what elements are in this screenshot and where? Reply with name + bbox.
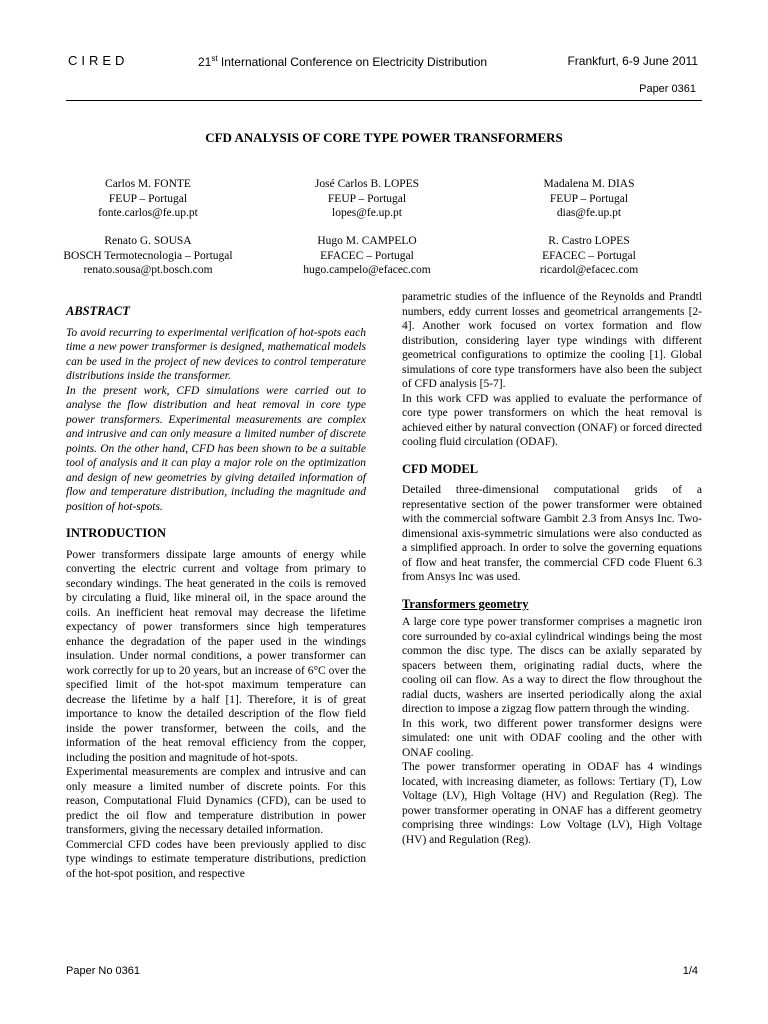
geometry-paragraph: In this work, two different power transformer designs were simulated: one unit with ODAF cooling and the other with ONAF cooling. [402, 717, 702, 759]
header-divider [66, 100, 702, 101]
geometry-paragraph: A large core type power transformer comprises a magnetic iron core surrounded by co-axial cylindrical windings being the most common the disc type. The discs can be axially separated by spacers between them, originating radial ducts, where the cooling oil can flow. As a way to direct the flow throughout the radial ducts, washers are inserted periodically along the axial direction to impose a zigzag flow pattern through the winding. [402, 616, 702, 715]
paper-title: CFD ANALYSIS OF CORE TYPE POWER TRANSFORMERS [205, 130, 563, 145]
author-email: ricardol@efacec.com [539, 264, 639, 276]
geometry-subheading: Transformers geometry [402, 596, 529, 611]
author-block [267, 234, 467, 278]
author-email: hugo.campelo@efacec.com [303, 264, 431, 276]
conference-title: International Conference on Electricity Distribution [217, 55, 488, 69]
author-block [48, 234, 248, 278]
author-block [489, 234, 689, 278]
introduction-heading: INTRODUCTION [66, 526, 167, 540]
author-name: Renato G. SOUSA [104, 235, 192, 247]
author-email: dias@fe.up.pt [556, 207, 622, 219]
author-affiliation: EFACEC – Portugal [542, 249, 636, 262]
introduction-paragraph: In this work CFD was applied to evaluate the performance of core type power transformers on which the heat removal is achieved either by natural convection (ONAF) or forced directed cooling fluid circulation (ODAF). [402, 392, 702, 448]
author-block [267, 177, 467, 221]
right-column [402, 290, 702, 847]
organization-logo-text: CIRED [68, 53, 129, 68]
author-affiliation: FEUP – Portugal [549, 192, 629, 205]
author-affiliation: BOSCH Termotecnologia – Portugal [63, 249, 233, 262]
introduction-paragraph: Experimental measurements are complex and intrusive and can only measure a limited number of discrete points. For this reason, Computational Fluid Dynamics (CFD), can be used to predict the oil flow and temperature distribution in power transformers, giving the necessary detailed information. [66, 766, 366, 836]
conference-ordinal: 21 [198, 55, 212, 69]
cfd-model-heading: CFD MODEL [402, 461, 479, 476]
author-name: R. Castro LOPES [548, 235, 630, 247]
introduction-paragraph: Power transformers dissipate large amounts of energy while converting the electric current and voltage from primary to secondary windings. The heat generated in the coils is removed by circulating a fluid, like mineral oil, in the space around the coils. An inefficient heat removal may decrease the lifetime expectancy of power transformers since high temperatures enhance the degradation of the paper used in the windings insulation. Under normal conditions, a power transformer can work correctly for up to 20 years, but an increase of 6°C over the specified limit of the hot-spot maximum temperature can decrease the lifetime by a half [1]. Therefore, it is of great importance to know the detailed description of the flow field inside the power transformer, between the coils, and the information of the heat removal efficiency from the copper, including the position and magnitude of hot-spots. [66, 548, 366, 764]
author-email: lopes@fe.up.pt [332, 207, 402, 219]
paper-id: Paper 0361 [639, 83, 696, 95]
abstract-heading: ABSTRACT [66, 304, 130, 318]
abstract-paragraph: In the present work, CFD simulations were carried out to analyse the flow distribution and heat removal in core type power transformers. Experimental measurements are complex and intrusive and can only measure a limited number of discrete points. On the other hand, CFD has been shown to be a suitable tool of analysis and it can play a major role on the optimization and design of new geometries by giving detailed information of flow and temperature distribution, including the magnitude and position of hot-spots. [66, 384, 366, 513]
conference-ordinal-suffix: st [211, 54, 218, 63]
conference-name [198, 54, 487, 69]
author-affiliation: EFACEC – Portugal [320, 249, 414, 262]
author-name: Carlos M. FONTE [105, 178, 191, 190]
conference-place-date: Frankfurt, 6-9 June 2011 [567, 54, 698, 68]
author-name: José Carlos B. LOPES [314, 178, 420, 190]
introduction-paragraph: Commercial CFD codes have been previously applied to disc type windings to estimate temperature distributions, prediction of the hot-spot position, and respective [66, 838, 366, 880]
introduction-paragraph-continued: parametric studies of the influence of the Reynolds and Prandtl numbers, eddy current losses and geometrical arrangements [2-4]. Another work focused on vortex formation and flow distribution, considering layer type windings with different geometrical configurations to optimize the cooling [1]. Global simulations of core type transformers have also been the subject of CFD analysis [5-7]. [402, 291, 702, 390]
author-block [48, 177, 248, 221]
author-affiliation: FEUP – Portugal [108, 192, 188, 205]
author-name: Madalena M. DIAS [543, 178, 635, 190]
author-email: fonte.carlos@fe.up.pt [98, 207, 198, 219]
author-email: renato.sousa@pt.bosch.com [83, 264, 213, 276]
footer-paper-number: Paper No 0361 [66, 965, 140, 977]
geometry-paragraph: The power transformer operating in ODAF has 4 windings located, with increasing diameter, as follows: Tertiary (T), Low Voltage (LV), High Voltage (HV) and Regulation (Reg). The power transformer operating in ONAF has a different geometry comprising three windings: Low Voltage (LV), High Voltage (HV) and Regulation (Reg). [402, 761, 702, 846]
author-block [489, 177, 689, 221]
abstract-paragraph: To avoid recurring to experimental verification of hot-spots each time a new power transformer is designed, mathematical models can be used in the project of new devices to control temperature distributions inside the transformer. [66, 326, 366, 382]
cfd-model-paragraph: Detailed three-dimensional computational grids of a representative section of the power transformer were obtained with the commercial software Gambit 2.3 from Ansys Inc. Two-dimensional axis-symmetric simulations were also conducted as a simplified approach. In order to solve the governing equations of flow and heat transfer, the commercial CFD code Fluent 6.3 from Ansys Inc was used. [402, 484, 702, 583]
footer-page-number: 1/4 [682, 965, 698, 977]
left-column [66, 304, 366, 881]
author-name: Hugo M. CAMPELO [317, 235, 417, 247]
author-affiliation: FEUP – Portugal [327, 192, 407, 205]
